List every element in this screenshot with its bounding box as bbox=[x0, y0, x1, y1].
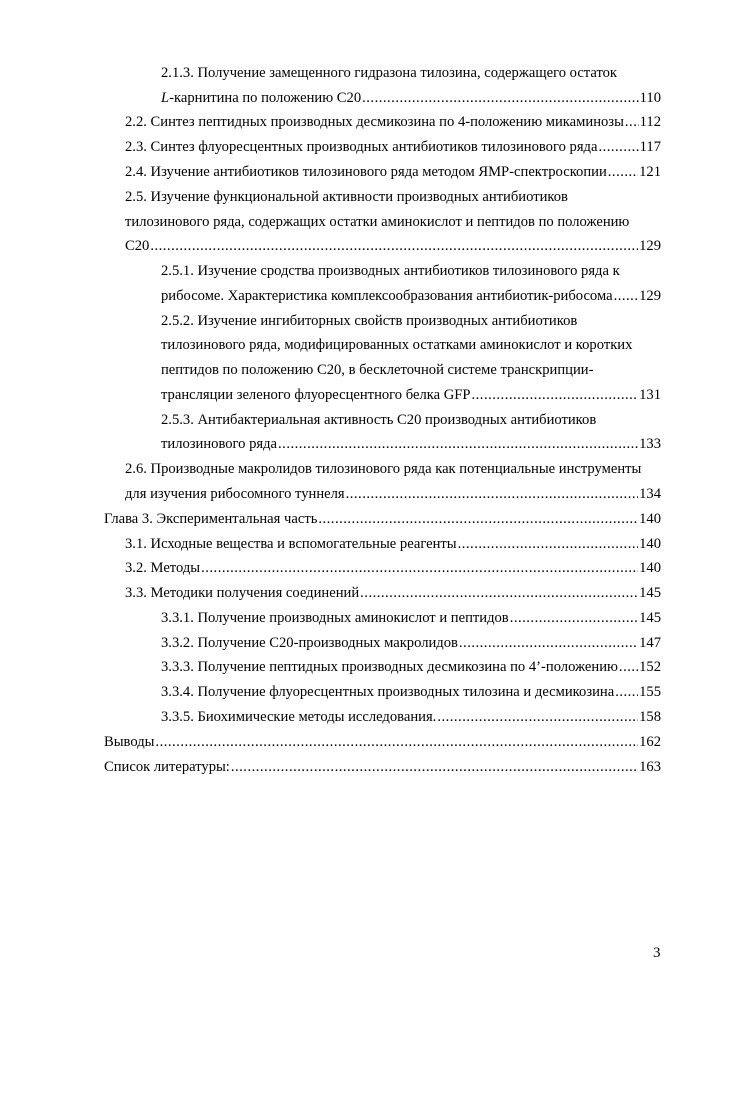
toc-leader bbox=[201, 556, 638, 580]
toc-leader bbox=[231, 755, 638, 779]
toc-page-number: 121 bbox=[639, 164, 661, 180]
toc-page-number: 129 bbox=[639, 288, 661, 304]
toc-entry-text: 2.1.3. Получение замещенного гидразона тилозина, содержащего остаток bbox=[161, 65, 618, 81]
toc-entry-text: 3.3.4. Получение флуоресцентных производных тилозина и десмикозина bbox=[161, 684, 615, 700]
toc-entry bbox=[161, 61, 641, 85]
toc-leader bbox=[458, 532, 639, 556]
toc-leader bbox=[625, 110, 639, 134]
toc-page-number: 129 bbox=[639, 238, 661, 254]
toc-entry[interactable] bbox=[125, 482, 661, 506]
toc-entry-text: 2.5. Изучение функциональной активности производных антибиотиков bbox=[125, 189, 568, 205]
toc-entry bbox=[125, 457, 661, 481]
toc-entry-text: рибосоме. Характеристика комплексообразования антибиотик-рибосома bbox=[161, 288, 613, 304]
page-number: 3 bbox=[653, 945, 661, 961]
toc-leader bbox=[278, 432, 638, 456]
toc-entry bbox=[161, 408, 661, 432]
toc-entry[interactable] bbox=[161, 383, 661, 407]
toc-entry bbox=[161, 259, 661, 283]
toc-entry-text: 3.3.1. Получение производных аминокислот и пептидов bbox=[161, 610, 509, 626]
toc-entry-text: 3.3.2. Получение С20-производных макролидов bbox=[161, 635, 458, 651]
toc-entry-text: 2.5.2. Изучение ингибиторных свойств производных антибиотиков bbox=[161, 313, 578, 329]
toc-entry bbox=[161, 333, 661, 357]
toc-page-number: 133 bbox=[639, 436, 661, 452]
toc-entry-text: трансляции зеленого флуоресцентного белка GFP bbox=[161, 387, 471, 403]
toc-page-number: 152 bbox=[639, 659, 661, 675]
toc-entry-text: 2.5.3. Антибактериальная активность С20 производных антибиотиков bbox=[161, 412, 597, 428]
toc-page-number: 155 bbox=[639, 684, 661, 700]
toc-entry[interactable] bbox=[161, 284, 661, 308]
toc-entry-text: 2.4. Изучение антибиотиков тилозинового ряда методом ЯМР-спектроскопии bbox=[125, 164, 607, 180]
toc-leader bbox=[598, 135, 638, 159]
toc-entry-text: 3.3.3. Получение пептидных производных десмикозина по 4’-положению bbox=[161, 659, 618, 675]
toc-entry-text: L-карнитина по положению С20 bbox=[161, 90, 362, 106]
toc-page-number: 140 bbox=[639, 536, 661, 552]
toc-entry-text: 2.2. Синтез пептидных производных десмикозина по 4-положению микаминозы bbox=[125, 114, 624, 130]
toc-entry-text: 2.5.1. Изучение сродства производных антибиотиков тилозинового ряда к bbox=[161, 263, 620, 279]
toc-entry-text: Выводы bbox=[104, 734, 155, 750]
toc-entry[interactable] bbox=[161, 680, 661, 704]
toc-entry[interactable] bbox=[161, 631, 661, 655]
toc-entry-text: 2.3. Синтез флуоресцентных производных антибиотиков тилозинового ряда bbox=[125, 139, 598, 155]
toc-entry-text: 3.3. Методики получения соединений bbox=[125, 585, 360, 601]
toc-entry[interactable] bbox=[125, 110, 661, 134]
toc-leader bbox=[614, 284, 639, 308]
toc-entry bbox=[161, 358, 661, 382]
toc-page-number: 140 bbox=[639, 560, 661, 576]
toc-leader bbox=[155, 730, 638, 754]
toc-leader bbox=[346, 482, 639, 506]
toc-entry[interactable] bbox=[104, 507, 661, 531]
toc-entry-text: тилозинового ряда bbox=[161, 436, 278, 452]
toc-page-number: 163 bbox=[639, 759, 661, 775]
toc-leader bbox=[459, 631, 638, 655]
toc-entry[interactable] bbox=[161, 432, 661, 456]
toc-entry[interactable] bbox=[161, 606, 661, 630]
toc-entry[interactable] bbox=[125, 135, 661, 159]
toc-page-number: 145 bbox=[639, 610, 661, 626]
toc-page-number: 134 bbox=[639, 486, 661, 502]
toc-entry-text: 2.6. Производные макролидов тилозинового ряда как потенциальные инструменты bbox=[125, 461, 642, 477]
toc-entry bbox=[125, 185, 661, 209]
toc-entry[interactable] bbox=[161, 655, 661, 679]
toc-page-number: 110 bbox=[639, 90, 661, 106]
toc-leader bbox=[318, 507, 638, 531]
toc-entry bbox=[125, 210, 661, 234]
toc-entry[interactable] bbox=[125, 234, 661, 258]
toc-leader bbox=[437, 705, 638, 729]
toc-entry-text: тилозинового ряда, модифицированных остатками аминокислот и коротких bbox=[161, 337, 633, 353]
toc-entry-text: пептидов по положению С20, в бесклеточной системе транскрипции- bbox=[161, 362, 594, 378]
toc-entry[interactable] bbox=[161, 705, 661, 729]
toc-leader bbox=[472, 383, 639, 407]
toc-entry-text: для изучения рибосомного туннеля bbox=[125, 486, 345, 502]
toc-page-number: 147 bbox=[639, 635, 661, 651]
toc-entry-text: Глава 3. Экспериментальная часть bbox=[104, 511, 318, 527]
toc-entry bbox=[161, 309, 661, 333]
toc-leader bbox=[510, 606, 638, 630]
toc-page-number: 162 bbox=[639, 734, 661, 750]
toc-leader bbox=[150, 234, 638, 258]
toc-entry[interactable] bbox=[125, 532, 661, 556]
toc-leader bbox=[362, 86, 639, 110]
toc-entry-text: Список литературы: bbox=[104, 759, 230, 775]
toc-entry-text: 3.2. Методы bbox=[125, 560, 201, 576]
toc-leader bbox=[615, 680, 638, 704]
toc-page-number: 140 bbox=[639, 511, 661, 527]
toc-leader bbox=[360, 581, 638, 605]
toc-entry[interactable] bbox=[104, 755, 661, 779]
toc-page-number: 158 bbox=[639, 709, 661, 725]
toc-page-number: 145 bbox=[639, 585, 661, 601]
toc-entry[interactable] bbox=[125, 160, 661, 184]
toc-entry[interactable] bbox=[125, 581, 661, 605]
toc-entry-text: С20 bbox=[125, 238, 150, 254]
toc-page-number: 131 bbox=[639, 387, 661, 403]
toc-entry[interactable] bbox=[104, 730, 661, 754]
toc-page-number: 117 bbox=[639, 139, 661, 155]
toc-leader bbox=[619, 655, 638, 679]
toc-entry[interactable] bbox=[161, 86, 661, 110]
toc-entry-text: 3.1. Исходные вещества и вспомогательные реагенты bbox=[125, 536, 457, 552]
toc-entry[interactable] bbox=[125, 556, 661, 580]
toc-page-number: 112 bbox=[639, 114, 661, 130]
toc-entry-text: 3.3.5. Биохимические методы исследования. bbox=[161, 709, 437, 725]
toc-entry-text: тилозинового ряда, содержащих остатки аминокислот и пептидов по положению bbox=[125, 214, 630, 230]
toc-leader bbox=[608, 160, 638, 184]
